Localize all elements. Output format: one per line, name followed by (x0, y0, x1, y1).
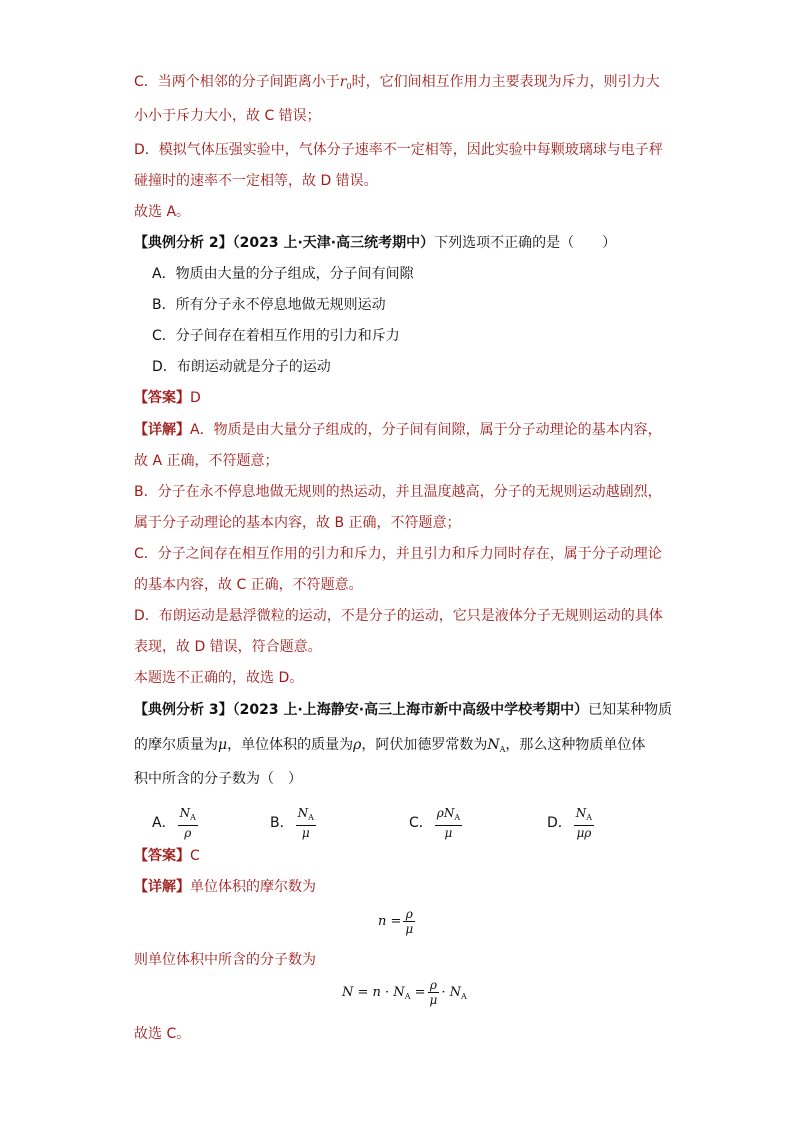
ex2-detail-b1: B．分子在永不停息地做无规则的热运动，并且温度越高，分子的无规则运动越剧烈， (134, 484, 662, 500)
ex2-option-d: D．布朗运动就是分子的运动 (152, 359, 331, 375)
ex2-tag: 【典例分析 2】 (134, 235, 233, 251)
formula-n: n = $\frac{\rho}{\mu}$ (378, 907, 414, 936)
prev-c-line2: 小小于斥力大小，故 C 错误； (134, 108, 321, 124)
ex2-option-c: C．分子间存在着相互作用的引力和斥力 (152, 328, 400, 344)
rho-symbol: ρ (353, 737, 362, 753)
fraction-b: $\frac{N_A}{\mu}$ (297, 806, 314, 840)
ex3-detail-1 (134, 878, 316, 896)
ex2-detail-a2: 故 A 正确，不符题意； (134, 453, 279, 469)
ex3-source: （2023 上·上海静安·高三上海市新中高级中学校考期中） (232, 702, 589, 718)
na-symbol: $N_A$ (487, 737, 506, 754)
ex3-question-text1: 已知某种物质 (588, 702, 673, 718)
ex2-answer (134, 389, 201, 407)
prev-c-text2: 时，它们间相互作用力主要表现为斥力，则引力大 (351, 74, 660, 90)
mu-symbol: μ (218, 737, 228, 753)
ex3-question-line1 (134, 701, 672, 719)
ex2-detail-d1: D．布朗运动是悬浮微粒的运动，不是分子的运动，它只是液体分子无规则运动的具体 (134, 608, 663, 624)
ex2-question (134, 234, 616, 252)
ex2-detail-b2: 属于分子动理论的基本内容，故 B 正确，不符题意； (134, 515, 461, 531)
ex3-detail-2: 则单位体积中所含的分子数为 (134, 952, 316, 968)
ex3-question-line2: 的摩尔质量为μ，单位体积的质量为ρ，阿伏加德罗常数为$N_A$，那么这种物质单位体 (134, 737, 646, 754)
ex2-detail-c1: C．分子之间存在相互作用的引力和斥力，并且引力和斥力同时存在，属于分子动理论 (134, 546, 662, 562)
ex3-tag: 【典例分析 3】 (134, 702, 233, 718)
formula-N: $N = n \cdot N_A$ = $\frac{\rho}{\mu}$ · $N_A$ (342, 978, 467, 1007)
ex2-detail-d2: 表现，故 D 错误，符合题意。 (134, 639, 322, 655)
ex2-source: （2023 上·天津·高三统考期中） (232, 235, 435, 251)
ex3-detail-tag: 【详解】 (134, 879, 190, 895)
prev-c-line1 (134, 73, 660, 96)
prev-choose: 故选 A。 (134, 204, 191, 220)
ex3-option-c: C． $\frac{\rho N_A}{\mu}$ (409, 806, 461, 840)
ex2-question-text: 下列选项不正确的是（ ） (434, 235, 617, 251)
ex3-question-line3: 积中所含的分子数为（ ） (134, 771, 302, 787)
ex2-option-b: B．所有分子永不停息地做无规则运动 (152, 297, 386, 313)
ex2-detail-tag: 【详解】 (134, 422, 190, 438)
ex2-detail-a1-text: A．物质是由大量分子组成的，分子间有间隙，属于分子动理论的基本内容， (190, 422, 662, 438)
r0-symbol: $r_0$ (339, 74, 352, 91)
prev-d-line1: D．模拟气体压强实验中，气体分子速率不一定相等，因此实验中每颗玻璃球与电子秤 (134, 142, 663, 158)
prev-d-line2: 碰撞时的速率不一定相等，故 D 错误。 (134, 173, 378, 189)
fraction-d: $\frac{N_A}{\mu\rho}$ (575, 806, 593, 840)
ex2-detail-a1 (134, 421, 662, 439)
fraction-c: $\frac{\rho N_A}{\mu}$ (436, 806, 461, 840)
ex3-option-b: B． $\frac{N_A}{\mu}$ (270, 806, 314, 840)
ex3-option-d: D． $\frac{N_A}{\mu\rho}$ (547, 806, 593, 840)
ex3-answer-value: C (190, 848, 200, 864)
ex3-detail-1-text: 单位体积的摩尔数为 (190, 879, 316, 895)
ex2-option-a: A．物质由大量的分子组成，分子间有间隙 (152, 266, 414, 282)
ex2-answer-value: D (190, 390, 201, 406)
ex2-answer-tag: 【答案】 (134, 390, 190, 406)
ex2-end: 本题选不正确的，故选 D。 (134, 670, 304, 686)
ex3-answer-tag: 【答案】 (134, 848, 190, 864)
prev-c-text1: C．当两个相邻的分子间距离小于 (134, 74, 340, 90)
ex2-detail-c2: 的基本内容，故 C 正确，不符题意。 (134, 577, 363, 593)
ex3-answer (134, 847, 200, 865)
ex3-option-a: A． $\frac{N_A}{\rho}$ (152, 806, 196, 840)
fraction-a: $\frac{N_A}{\rho}$ (179, 806, 196, 840)
ex3-end: 故选 C。 (134, 1026, 191, 1042)
